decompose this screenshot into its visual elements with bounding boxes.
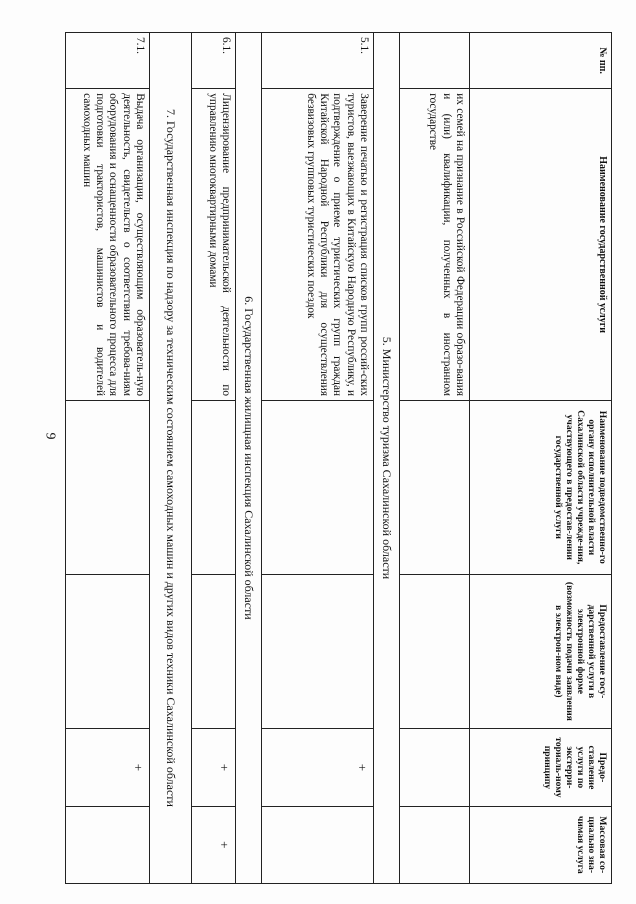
section-title: 5. Министерство туризма Сахалинской области xyxy=(374,33,400,884)
cell-num xyxy=(400,33,470,89)
header-num: № пп. xyxy=(470,33,612,89)
header-participating-body: Наименование подведомственно-го органу исполнительной власти Сахалинской области учрежде-ния, участвующего в предостав-лении государственной услуги xyxy=(470,401,612,574)
cell-num: 6.1. xyxy=(192,33,236,89)
section-row xyxy=(150,33,192,884)
header-electronic-form: Предоставление госу-дарственной услуги в электронной форме (возможность подачи заявления в электрон-ном виде) xyxy=(470,574,612,729)
cell-mass xyxy=(400,806,470,883)
cell-body xyxy=(400,401,470,574)
cell-service-name: Выдача организации, осуществляющим образователь-ную деятельность, свидетельств о соответствии требова-ниям оборудования и оснащенности образовательного процесса для подготовки трактористов, машинистов и водителей самоходных машин xyxy=(66,89,150,401)
section-row xyxy=(236,33,262,884)
cell-electronic xyxy=(66,574,150,729)
header-extraterritorial: Предо-ставление услуги по экстерри-ториаль-ному принципу xyxy=(470,729,612,806)
cell-body xyxy=(66,401,150,574)
table-row xyxy=(400,33,470,884)
cell-body xyxy=(192,401,236,574)
services-table xyxy=(65,32,612,884)
table-row xyxy=(192,33,236,884)
page-number: 9 xyxy=(42,432,58,440)
section-row xyxy=(374,33,400,884)
table-row xyxy=(262,33,374,884)
cell-service-name: Лицензирование предпринимательской деятельности по управлению многоквартирными домами xyxy=(192,89,236,401)
header-mass-significant: Массовая со-циально зна-чимая услуга xyxy=(470,806,612,883)
cell-mass: + xyxy=(192,806,236,883)
table-row xyxy=(66,33,150,884)
cell-electronic xyxy=(192,574,236,729)
header-service-name: Наименование государственной услуги xyxy=(470,89,612,401)
cell-body xyxy=(262,401,374,574)
table-header-row xyxy=(470,33,612,884)
rotated-table-area xyxy=(72,32,612,884)
cell-mass xyxy=(262,806,374,883)
cell-extraterritorial: + xyxy=(66,729,150,806)
cell-service-continuation: их семей на признание в Российской Федерации образо-вания и (или) квалификации, полученных в иностранном государстве xyxy=(400,89,470,401)
cell-extraterritorial: + xyxy=(192,729,236,806)
cell-num: 5.1. xyxy=(262,33,374,89)
cell-electronic xyxy=(262,574,374,729)
cell-mass xyxy=(66,806,150,883)
cell-num: 7.1. xyxy=(66,33,150,89)
cell-electronic xyxy=(400,574,470,729)
section-title: 7. Государственная инспекция по надзору за техническим состоянием самоходных машин и других видов техники Сахалинской области xyxy=(150,33,192,884)
cell-service-name: Заверение печатью и регистрация списков групп россий-ских туристов, выезжающих в Китайскую Народную Республику, и подтверждение о приеме туристических групп граждан Китайской Народной Республики для осуществления безвизовых групповых туристических поездок xyxy=(262,89,374,401)
cell-extraterritorial xyxy=(400,729,470,806)
section-title: 6. Государственная жилищная инспекция Сахалинской области xyxy=(236,33,262,884)
cell-extraterritorial: + xyxy=(262,729,374,806)
